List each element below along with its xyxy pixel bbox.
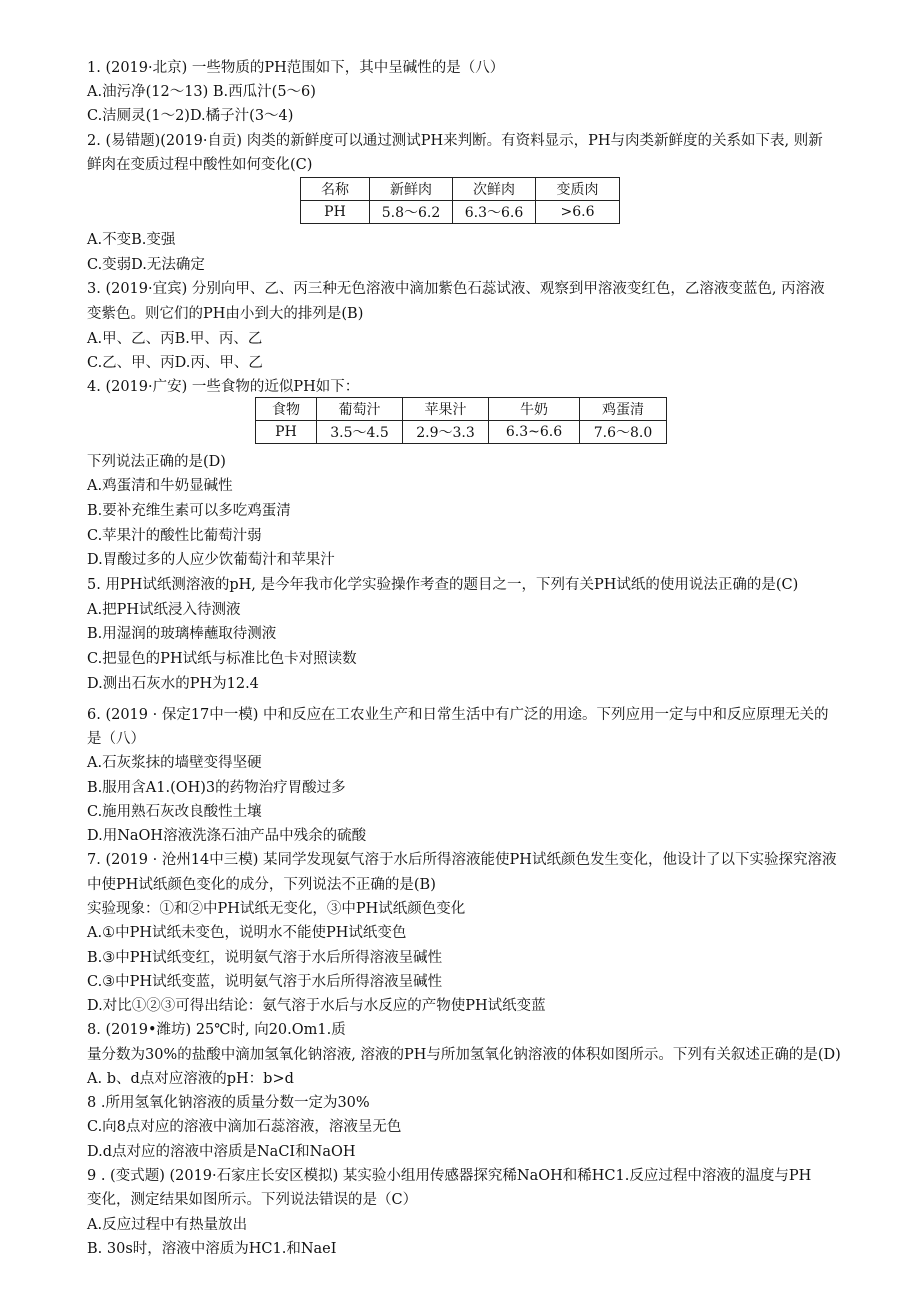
table-row xyxy=(301,201,620,224)
q8-option-c: C.向8点对应的溶液中滴加石蕊溶液，溶液呈无色 xyxy=(87,1119,402,1135)
q8-option-d: D.d点对应的溶液中溶质是NaCI和NaOH xyxy=(87,1144,356,1160)
table-row xyxy=(256,398,667,421)
q4-option-a: A.鸡蛋清和牛奶显碱性 xyxy=(87,478,233,494)
q7-option-d: D.对比①②③可得出结论：氨气溶于水后与水反应的产物使PH试纸变蓝 xyxy=(87,998,546,1014)
q9-option-a: A.反应过程中有热量放出 xyxy=(87,1217,248,1233)
q6-option-a: A.石灰浆抹的墙壁变得坚硬 xyxy=(87,755,262,771)
q5-stem: 5. 用PH试纸测溶液的pH, 是今年我市化学实验操作考查的题目之一，下列有关PH试纸的使用说法正确的是(C) xyxy=(87,577,799,593)
q6-stem-line2: 是（八） xyxy=(87,731,145,747)
table-cell: 3.5～4.5 xyxy=(317,421,403,444)
table-cell: 葡萄汁 xyxy=(317,398,403,421)
q7-option-c: C.③中PH试纸变蓝，说明氨气溶于水后所得溶液呈碱性 xyxy=(87,974,443,990)
q7-option-b: B.③中PH试纸变红，说明氨气溶于水后所得溶液呈碱性 xyxy=(87,950,443,966)
table-cell: 名称 xyxy=(301,178,370,201)
table-cell: 变质肉 xyxy=(536,178,620,201)
q4-ask: 下列说法正确的是(D) xyxy=(87,454,226,470)
q3-stem-line1: 3. (2019·宜宾) 分别向甲、乙、丙三种无色溶液中滴加紫色石蕊试液、观察到甲溶液变红色，乙溶液变蓝色, 丙溶液 xyxy=(87,281,825,297)
q2-ph-table xyxy=(300,177,620,224)
table-cell: 食物 xyxy=(256,398,317,421)
q9-option-b: B. 30s时，溶液中溶质为HC1.和NaeI xyxy=(87,1241,337,1257)
q2-stem-line2: 鲜肉在变质过程中酸性如何变化(C) xyxy=(87,157,313,173)
q8-option-b: 8 .所用氢氧化钠溶液的质量分数一定为30% xyxy=(87,1095,370,1111)
table-cell: 7.6～8.0 xyxy=(580,421,667,444)
q4-option-b: B.要补充维生素可以多吃鸡蛋清 xyxy=(87,503,291,519)
table-row xyxy=(301,178,620,201)
table-row xyxy=(256,421,667,444)
table-cell: 6.3~6.6 xyxy=(489,421,580,444)
q7-phenomenon: 实验现象：①和②中PH试纸无变化，③中PH试纸颜色变化 xyxy=(87,901,466,917)
q1-stem: 1. (2019·北京) 一些物质的PH范围如下，其中呈碱性的是（八） xyxy=(87,60,505,76)
q8-stem-line1: 8. (2019•潍坊) 25℃时, 向20.Om1.质 xyxy=(87,1022,346,1038)
q6-option-b: B.服用含A1.(OH)3的药物治疗胃酸过多 xyxy=(87,780,346,796)
q3-options-cd: C.乙、甲、丙D.丙、甲、乙 xyxy=(87,355,263,371)
table-cell: 5.8～6.2 xyxy=(370,201,453,224)
q2-stem-line1: 2. (易错题)(2019·自贡) 肉类的新鲜度可以通过测试PH来判断。有资料显示，PH与肉类新鲜度的关系如下表, 则新 xyxy=(87,133,823,149)
table-cell: PH xyxy=(301,201,370,224)
q7-stem-line1: 7. (2019 · 沧州14中三模) 某同学发现氨气溶于水后所得溶液能使PH试纸颜色发生变化，他设计了以下实验探究溶液 xyxy=(87,852,837,868)
table-cell: >6.6 xyxy=(536,201,620,224)
table-cell: 苹果汁 xyxy=(403,398,489,421)
q1-options-cd: C.洁厕灵(1～2)D.橘子汁(3～4) xyxy=(87,108,294,124)
table-cell: 鸡蛋清 xyxy=(580,398,667,421)
q4-option-d: D.胃酸过多的人应少饮葡萄汁和苹果汁 xyxy=(87,552,335,568)
q6-option-c: C.施用熟石灰改良酸性土壤 xyxy=(87,804,262,820)
q7-option-a: A.①中PH试纸未变色，说明水不能使PH试纸变色 xyxy=(87,925,407,941)
q5-option-d: D.测出石灰水的PH为12.4 xyxy=(87,676,259,692)
table-cell: 新鲜肉 xyxy=(370,178,453,201)
q5-option-a: A.把PH试纸浸入待测液 xyxy=(87,602,241,618)
q8-option-a: A. b、d点对应溶液的pH：b>d xyxy=(87,1071,294,1087)
q9-stem-line1: 9 . (变式题) (2019·石家庄长安区模拟) 某实验小组用传感器探究稀NaOH和稀HC1.反应过程中溶液的温度与PH xyxy=(87,1168,812,1184)
q2-options-cd: C.变弱D.无法确定 xyxy=(87,257,205,273)
q1-options-ab: A.油污净(12～13) B.西瓜汁(5～6) xyxy=(87,84,316,100)
q3-options-ab: A.甲、乙、丙B.甲、丙、乙 xyxy=(87,331,263,347)
q3-stem-line2: 变紫色。则它们的PH由小到大的排列是(B) xyxy=(87,306,364,322)
table-cell: 6.3～6.6 xyxy=(453,201,536,224)
table-cell: 次鲜肉 xyxy=(453,178,536,201)
q6-stem-line1: 6. (2019 · 保定17中一模) 中和反应在工农业生产和日常生活中有广泛的用途。下列应用一定与中和反应原理无关的 xyxy=(87,707,829,723)
q7-stem-line2: 中使PH试纸颜色变化的成分，下列说法不正确的是(B) xyxy=(87,877,436,893)
q4-stem: 4. (2019·广安) 一些食物的近似PH如下： xyxy=(87,379,360,395)
table-cell: 2.9～3.3 xyxy=(403,421,489,444)
q5-option-c: C.把显色的PH试纸与标准比色卡对照读数 xyxy=(87,651,357,667)
q2-options-ab: A.不变B.变强 xyxy=(87,232,176,248)
table-cell: PH xyxy=(256,421,317,444)
q8-stem-line2: 量分数为30%的盐酸中滴加氢氧化钠溶液, 溶液的PH与所加氢氧化钠溶液的体积如图所示。下列有关叙述正确的是(D) xyxy=(87,1047,841,1063)
q9-stem-line2: 变化，测定结果如图所示。下列说法错误的是（C） xyxy=(87,1192,418,1208)
table-cell: 牛奶 xyxy=(489,398,580,421)
q4-option-c: C.苹果汁的酸性比葡萄汁弱 xyxy=(87,528,262,544)
q4-ph-table xyxy=(255,397,667,444)
q6-option-d: D.用NaOH溶液洗涤石油产品中残余的硫酸 xyxy=(87,828,367,844)
q5-option-b: B.用湿润的玻璃棒蘸取待测液 xyxy=(87,626,277,642)
